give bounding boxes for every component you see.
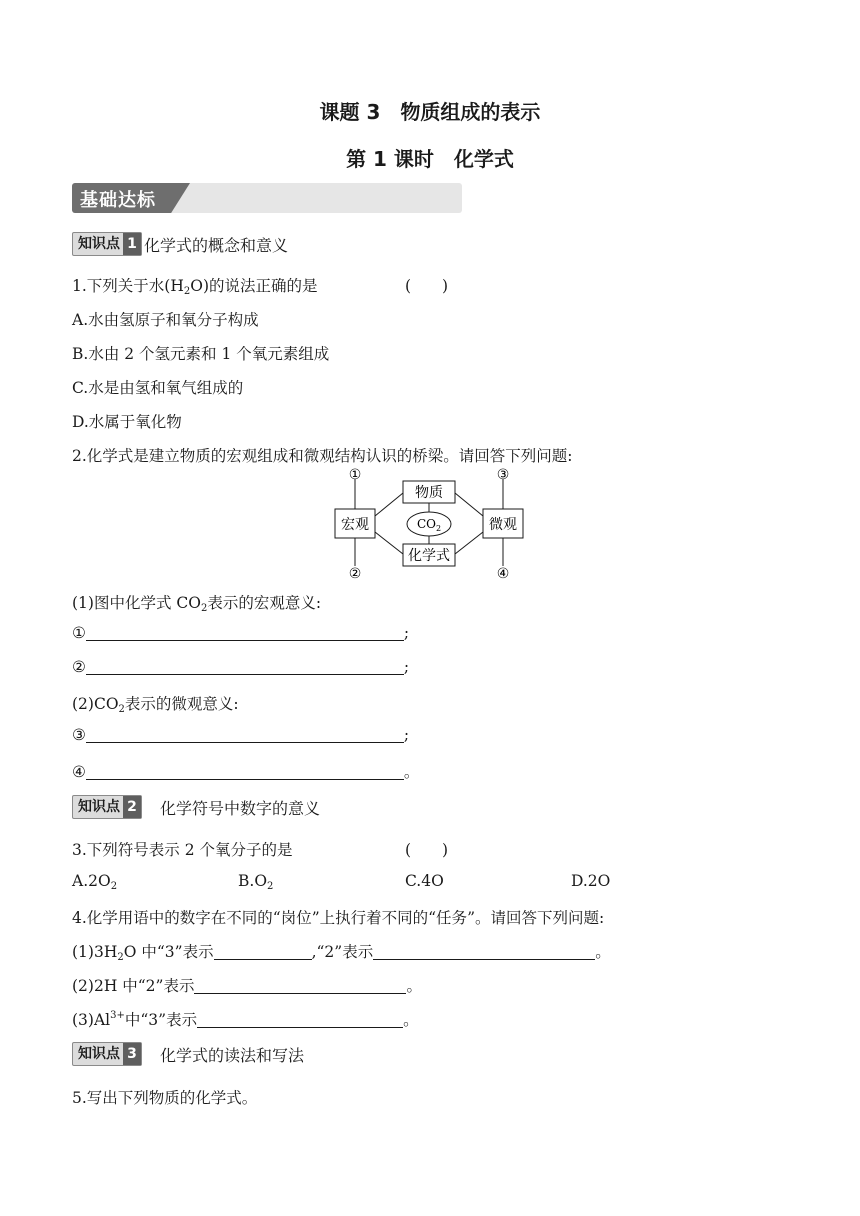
answer-blank[interactable] (86, 726, 404, 743)
q1-option-b: B.水由 2 个氢元素和 1 个氧元素组成 (72, 345, 330, 363)
q4-part1: $(1)3H_2O$ 中“3”表示 ,“2”表示 。 (72, 943, 611, 963)
section-banner (72, 183, 462, 213)
knowledge-badge-label: 知识点 (78, 1046, 120, 1062)
q1-option-a: A.水由氢原子和氧分子构成 (72, 311, 259, 329)
q5-stem: 5.写出下列物质的化学式。 (72, 1089, 258, 1107)
marker-2: ② (348, 566, 362, 582)
knowledge-point-2 (72, 795, 320, 819)
answer-blank[interactable] (373, 943, 595, 960)
q3-option-a: $A.2O_2$ (72, 872, 118, 892)
q3-stem: 3.下列符号表示 2 个氧分子的是 (72, 841, 293, 859)
q2-blank-2: ② ; (72, 658, 410, 676)
q1-answer-paren: ( ) (405, 277, 449, 295)
knowledge-badge (72, 1042, 142, 1066)
answer-blank[interactable] (86, 658, 404, 675)
q3-option-c: C.4O (405, 872, 444, 890)
macro-label: 宏观 (341, 517, 369, 533)
formula-label: 化学式 (408, 548, 450, 564)
marker-1: ① (348, 467, 362, 483)
q4-stem: 4.化学用语中的数字在不同的“岗位”上执行着不同的“任务”。请回答下列问题: (72, 909, 605, 927)
answer-blank[interactable] (86, 624, 404, 641)
answer-blank[interactable] (214, 943, 312, 960)
answer-blank[interactable] (86, 763, 404, 780)
knowledge-badge-number: 1 (123, 233, 141, 255)
knowledge-badge-label: 知识点 (78, 236, 120, 252)
knowledge-title: 化学式的读法和写法 (160, 1045, 305, 1065)
q3-answer-paren: ( ) (405, 841, 449, 859)
q1-option-c: C.水是由氢和氧气组成的 (72, 379, 244, 397)
q3-option-d: D.2O (571, 872, 611, 890)
micro-label: 微观 (489, 517, 517, 533)
knowledge-badge-label: 知识点 (78, 799, 120, 815)
center-formula: $CO_2$ (416, 517, 442, 533)
period-title (0, 143, 860, 172)
q2-blank-1: ① ; (72, 624, 410, 642)
marker-4: ④ (496, 566, 510, 582)
knowledge-point-3 (72, 1042, 304, 1066)
q3-option-b: $B.O_2$ (238, 872, 274, 892)
q2-stem: 2.化学式是建立物质的宏观组成和微观结构认识的桥梁。请回答下列问题: (72, 447, 573, 465)
lesson-name: 物质组成的表示 (400, 100, 541, 124)
knowledge-point-1 (72, 232, 288, 256)
period-number: 第 1 课时 (346, 147, 434, 171)
knowledge-title: 化学式的概念和意义 (144, 235, 289, 255)
marker-3: ③ (496, 467, 510, 483)
knowledge-badge (72, 795, 142, 819)
q2-part1: (1)图中化学式 $CO_2$表示的宏观意义: (72, 594, 322, 614)
knowledge-badge (72, 232, 142, 256)
q1-option-d: D.水属于氧化物 (72, 413, 182, 431)
substance-label: 物质 (415, 485, 443, 501)
period-name: 化学式 (453, 147, 514, 171)
lesson-title (0, 96, 860, 125)
banner-text: 基础达标 (80, 190, 156, 211)
knowledge-badge-number: 2 (123, 796, 141, 818)
knowledge-title: 化学符号中数字的意义 (160, 798, 321, 818)
answer-blank[interactable] (197, 1011, 403, 1028)
answer-blank[interactable] (194, 977, 406, 994)
q2-part2: $(2)CO_2$表示的微观意义: (72, 695, 239, 715)
q2-blank-4: ④ 。 (72, 763, 420, 781)
q2-blank-3: ③ ; (72, 726, 410, 744)
q4-part3: $(3)Al^{3+}$中“3”表示 。 (72, 1010, 419, 1029)
q1-stem: 1.下列关于水$(H_2O)$的说法正确的是 (72, 277, 318, 297)
lesson-number: 课题 3 (319, 100, 381, 124)
q4-part2: (2)2H 中“2”表示 。 (72, 977, 422, 995)
concept-diagram (330, 466, 530, 582)
knowledge-badge-number: 3 (123, 1043, 141, 1065)
